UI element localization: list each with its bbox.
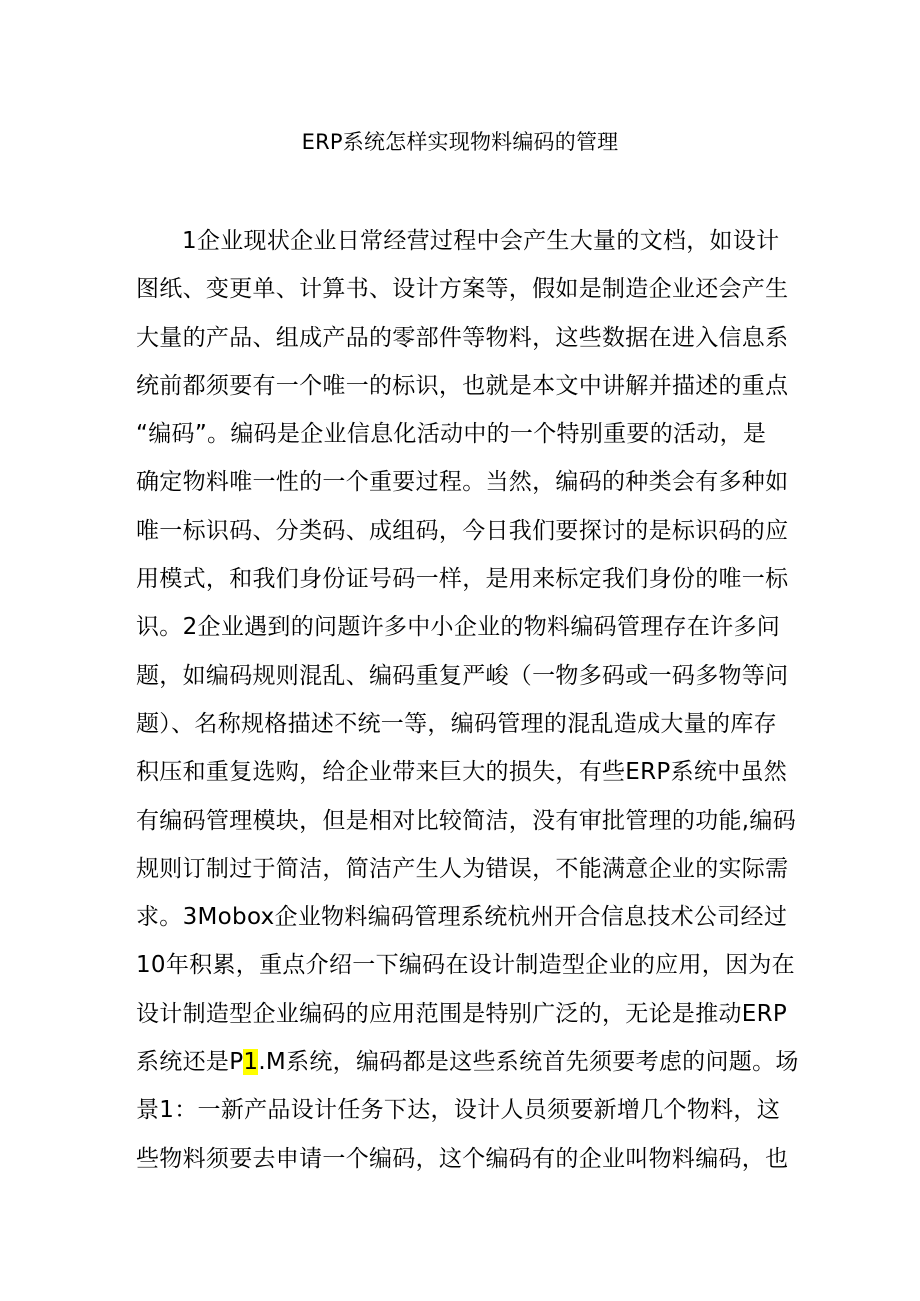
paragraph-line: 1企业现状企业日常经营过程中会产生大量的文档，如设计 (182, 228, 780, 254)
paragraph-line: 图纸、变更单、计算书、设计方案等，假如是制造企业还会产生 (136, 276, 789, 303)
paragraph-line: 设计制造型企业编码的应用范围是特别广泛的，无论是推动ERP (136, 1000, 788, 1027)
paragraph-line: 10年积累，重点介绍一下编码在设计制造型企业的应用，因为在 (136, 952, 795, 979)
document-title: ERP系统怎样实现物料编码的管理 (301, 130, 619, 154)
paragraph-line: “编码”。编码是企业信息化活动中的一个特别重要的活动，是 (136, 421, 767, 448)
paragraph-line: 有编码管理模块，但是相对比较简洁，没有审批管理的功能,编码 (136, 807, 797, 834)
paragraph-line-with-highlight (136, 1043, 799, 1091)
paragraph-line: 积压和重复选购，给企业带来巨大的损失，有些ERP系统中虽然 (136, 759, 788, 786)
paragraph-line: 些物料须要去申请一个编码，这个编码有的企业叫物料编码，也 (136, 1145, 789, 1172)
paragraph-line: 确定物料唯一性的一个重要过程。当然，编码的种类会有多种如 (136, 469, 789, 496)
text-segment: .M系统，编码都是这些系统首先须要考虑的问题。场 (258, 1049, 799, 1076)
document-body (136, 222, 799, 1188)
paragraph-line: 规则订制过于简洁，简洁产生人为错误，不能满意企业的实际需 (136, 855, 789, 882)
paragraph-line: 统前都须要有一个唯一的标识，也就是本文中讲解并描述的重点 (136, 372, 789, 399)
paragraph-line: 用模式，和我们身份证号码一样，是用来标定我们身份的唯一标 (136, 566, 789, 593)
paragraph-line: 大量的产品、组成产品的零部件等物料，这些数据在进入信息系 (136, 324, 789, 351)
paragraph-line: 景1：一新产品设计任务下达，设计人员须要新增几个物料，这 (136, 1097, 781, 1124)
paragraph-line: 求。3Mobox企业物料编码管理系统杭州开合信息技术公司经过 (136, 904, 788, 931)
paragraph-line: 识。2企业遇到的问题许多中小企业的物料编码管理存在许多问 (136, 614, 781, 641)
paragraph-line: 题）、名称规格描述不统一等，编码管理的混乱造成大量的库存 (136, 710, 777, 737)
text-segment: 系统还是P (136, 1049, 244, 1076)
paragraph-line: 题，如编码规则混乱、编码重复严峻（一物多码或一码多物等问 (136, 662, 789, 689)
highlighted-text: 1 (243, 1049, 259, 1076)
paragraph-line: 唯一标识码、分类码、成组码，今日我们要探讨的是标识码的应 (136, 517, 789, 544)
